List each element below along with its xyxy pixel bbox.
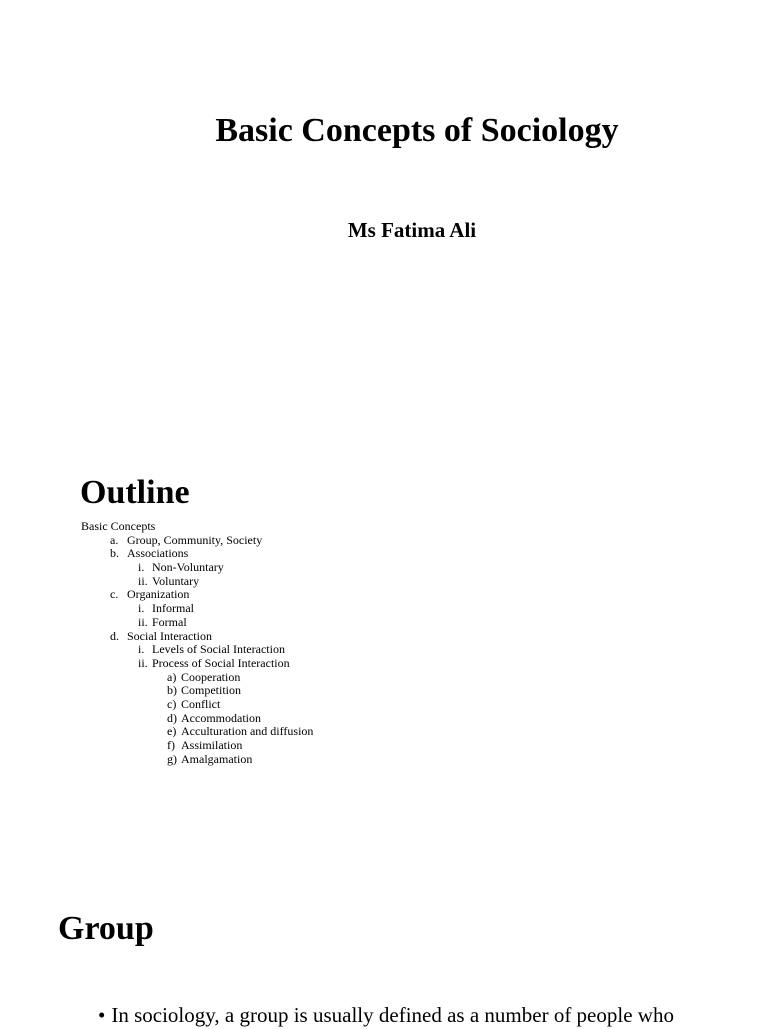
outline-item-marker: e) xyxy=(167,724,177,739)
outline-item-text: Process of Social Interaction xyxy=(152,655,290,670)
outline-item-text: Formal xyxy=(152,614,187,629)
outline-item-text: Competition xyxy=(181,683,241,698)
outline-item-text: Organization xyxy=(127,587,190,602)
outline-item-text: Accommodation xyxy=(181,710,261,725)
outline-item-text: Amalgamation xyxy=(181,751,253,766)
outline-item-marker: ii. xyxy=(138,655,148,670)
outline-item-marker: g) xyxy=(167,751,177,766)
group-heading: Group xyxy=(58,910,154,947)
outline-item-marker: i. xyxy=(138,560,145,575)
outline-item-marker: f) xyxy=(167,738,175,752)
outline-heading: Outline xyxy=(80,474,190,511)
outline-item-marker: ii. xyxy=(138,614,148,629)
group-bullet-text: In sociology, a group is usually defined as a number of people who xyxy=(111,1003,674,1027)
group-bullet xyxy=(98,1001,674,1029)
outline-item-marker: d) xyxy=(167,710,177,725)
outline-item-text: Assimilation xyxy=(181,738,243,752)
outline-item-marker: a) xyxy=(167,669,177,684)
outline-item-text: Non-Voluntary xyxy=(152,560,224,575)
outline-item-text: Voluntary xyxy=(152,573,200,588)
outline-item-text: Levels of Social Interaction xyxy=(152,642,285,657)
outline-item-marker: i. xyxy=(138,642,145,657)
outline-item-text: Associations xyxy=(127,546,189,561)
outline-item-text: Social Interaction xyxy=(127,628,212,643)
outline-item-text: Group, Community, Society xyxy=(127,532,263,547)
outline-item-text: Informal xyxy=(152,601,194,616)
bullet-dot-icon: • xyxy=(98,1003,106,1027)
outline-item-marker: b. xyxy=(110,546,119,561)
slide-author: Ms Fatima Ali xyxy=(347,218,477,242)
slide-title: Basic Concepts of Sociology xyxy=(215,112,619,149)
outline-item-marker: c. xyxy=(110,587,119,602)
outline-item-text: Basic Concepts xyxy=(81,519,156,533)
outline-item-text: Cooperation xyxy=(181,669,241,684)
outline-item-marker: b) xyxy=(167,683,177,698)
outline-item-text: Acculturation and diffusion xyxy=(181,724,314,739)
outline-item-marker: a. xyxy=(110,532,119,547)
outline-item-marker: ii. xyxy=(138,573,148,588)
outline-item-marker: i. xyxy=(138,601,145,616)
outline-item-text: Conflict xyxy=(181,696,221,711)
outline-item-marker: d. xyxy=(110,628,119,643)
outline-item-marker: c) xyxy=(167,696,177,711)
